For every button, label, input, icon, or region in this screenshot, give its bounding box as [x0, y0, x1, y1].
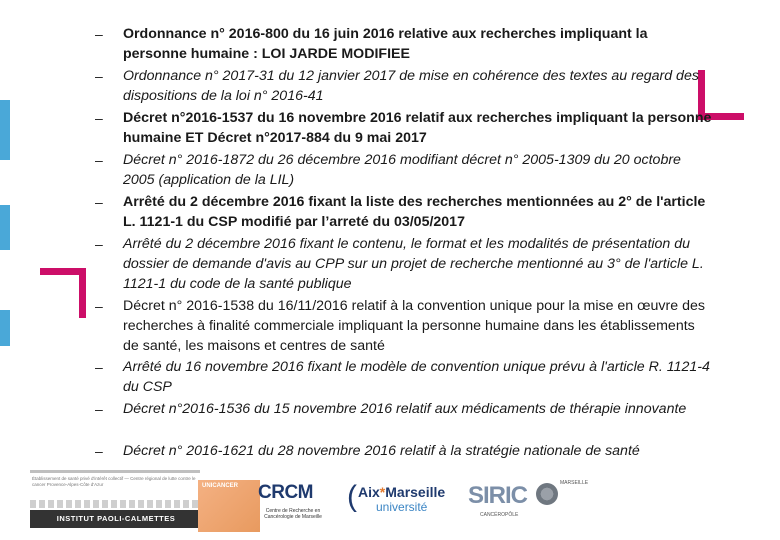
- siric-logo: SIRIC: [468, 482, 528, 509]
- siric-subtitle: CANCÉROPÔLE: [480, 512, 519, 518]
- unicancer-logo: [198, 480, 260, 532]
- list-item-text: Décret n° 2016-1872 du 26 décembre 2016 modifiant décret n° 2005-1309 du 20 octobre 2005 (application de la LIL): [123, 152, 681, 188]
- amu-marseille: Marseille: [385, 484, 446, 500]
- list-item-text: Arrêté du 2 décembre 2016 fixant la liste des recherches mentionnées au 2° de l'article L. 1121-1 du CSP modifié par l’arreté du 03/05/2017: [123, 194, 706, 230]
- amu-star-icon: *: [379, 484, 386, 500]
- ipc-top-strip: [30, 470, 200, 473]
- left-bracket-decoration: [40, 268, 86, 318]
- crcm-logo: CRCM: [258, 482, 313, 503]
- left-accent-bar-3: [0, 310, 10, 346]
- list-item-text: Ordonnance n° 2017-31 du 12 janvier 2017 de mise en cohérence des textes au regard des dispositions de la loi n° 2016-41: [123, 68, 699, 104]
- bullet-dash: –: [95, 236, 103, 252]
- unicancer-label: UNICANCER: [202, 483, 238, 489]
- list-item-text: Décret n° 2016-1538 du 16/11/2016 relatif à la convention unique pour la mise en œuvre des recherches à finalité commerciale impliquant la personne humaine dans les établissements de santé, les maisons et centres de santé: [123, 298, 705, 354]
- amu-paren-icon: (: [347, 480, 357, 513]
- bullet-dash: –: [95, 152, 103, 168]
- siric-hexagon-icon: [536, 483, 558, 505]
- ipc-logo: INSTITUT PAOLI-CALMETTES: [30, 510, 202, 528]
- left-accent-bar-1: [0, 100, 10, 160]
- partner-logos-footer: [30, 470, 595, 540]
- list-item-text: Arrêté du 16 novembre 2016 fixant le modèle de convention unique prévu à l'article R. 1121-4 du CSP: [123, 359, 710, 395]
- bullet-dash: –: [95, 359, 103, 375]
- amu-logo-line2: université: [376, 500, 428, 514]
- amu-aix: Aix: [358, 484, 380, 500]
- bullet-dash: –: [95, 26, 103, 42]
- list-item-text: Décret n°2016-1537 du 16 novembre 2016 relatif aux recherches impliquant la personne humaine ET Décret n°2017-884 du 9 mai 2017: [123, 110, 712, 146]
- bullet-dash: –: [95, 68, 103, 84]
- ipc-small-text: Établissement de santé privé d'intérêt collectif — Centre régional de lutte contre le cancer Provence-Alpes-Côte d'Azur: [32, 476, 196, 487]
- list-item-text: Décret n° 2016-1621 du 28 novembre 2016 relatif à la stratégie nationale de santé: [123, 443, 640, 459]
- crcm-subtitle: Centre de Recherche en Cancérologie de Marseille: [264, 508, 322, 520]
- left-accent-bar-2: [0, 205, 10, 250]
- bullet-dash: –: [95, 110, 103, 126]
- ipc-pattern: [30, 500, 202, 508]
- bullet-dash: –: [95, 443, 103, 459]
- amu-logo-line1: [358, 484, 445, 500]
- list-item-text: Décret n°2016-1536 du 15 novembre 2016 relatif aux médicaments de thérapie innovante: [123, 401, 687, 417]
- bullet-dash: –: [95, 298, 103, 314]
- list-item-text: Ordonnance n° 2016-800 du 16 juin 2016 relative aux recherches impliquant la personne humaine : LOI JARDE MODIFIEE: [123, 26, 648, 62]
- bullet-dash: –: [95, 401, 103, 417]
- list-item-text: Arrêté du 2 décembre 2016 fixant le contenu, le format et les modalités de présentation du dossier de demande d'avis au CPP sur un projet de recherche mentionné au 3° de l'article L. 1121-1 du code de la santé publique: [123, 236, 704, 292]
- siric-marseille-label: MARSEILLE: [560, 480, 589, 486]
- bullet-dash: –: [95, 194, 103, 210]
